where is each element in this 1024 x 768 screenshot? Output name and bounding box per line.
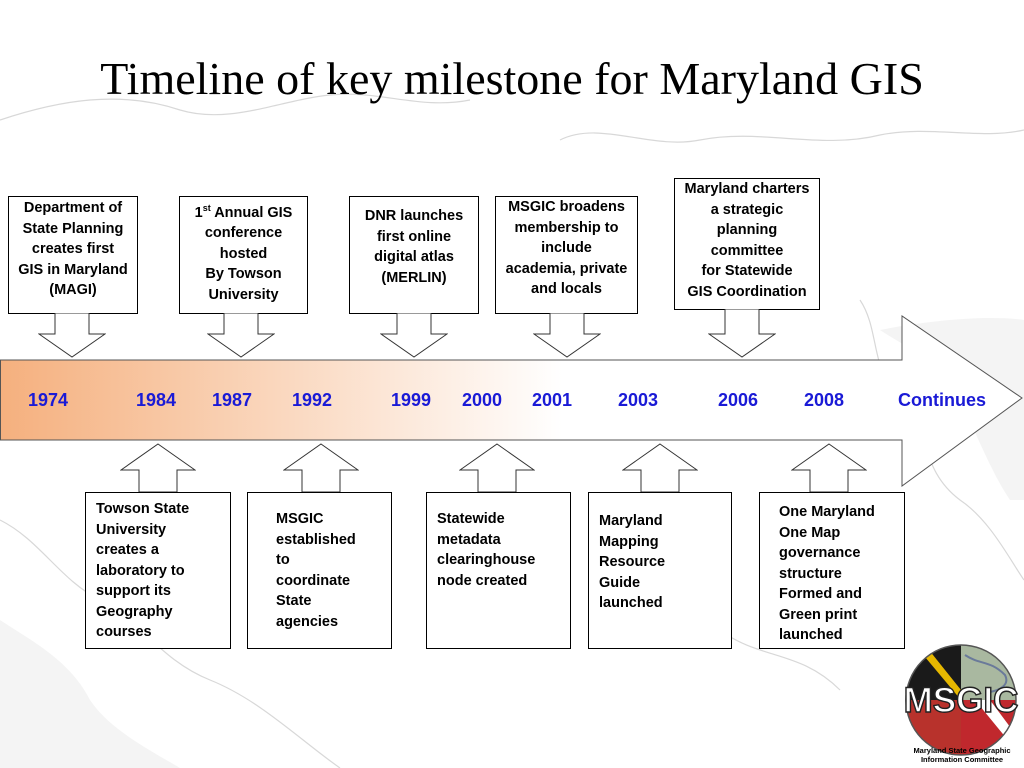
- event-text: Towson State University creates a laboratory to support its Geography courses: [96, 501, 190, 640]
- year-2006: 2006: [718, 390, 759, 410]
- up-arrow-icon: [283, 443, 359, 493]
- event-box-1987: [179, 196, 308, 314]
- down-arrow-icon: [708, 309, 776, 358]
- up-arrow-icon: [120, 443, 196, 493]
- event-text: 1st Annual GIS conference hosted By Towson University: [194, 203, 293, 303]
- year-2003: 2003: [618, 390, 659, 410]
- event-box-2000: [426, 492, 571, 649]
- logo-caption: Maryland State Geographic Information Committee: [913, 746, 1011, 764]
- year-1999: 1999: [391, 390, 432, 410]
- year-1974: 1974: [28, 390, 69, 410]
- year-continues: Continues: [898, 390, 986, 410]
- event-text: Maryland Mapping Resource Guide launched: [599, 513, 666, 611]
- page-title: Timeline of key milestone for Maryland GIS: [100, 53, 924, 104]
- up-arrow-icon: [622, 443, 698, 493]
- event-box-1984: [85, 492, 231, 649]
- down-arrow-icon: [207, 313, 275, 358]
- event-box-1974: [8, 196, 138, 314]
- year-1984: 1984: [136, 390, 177, 410]
- event-text: Department of State Planning creates first GIS in Maryland (MAGI): [18, 200, 128, 298]
- event-text: DNR launches first online digital atlas (MERLIN): [364, 208, 464, 286]
- logo-wordmark: MSGIC: [903, 681, 1019, 720]
- year-2001: 2001: [532, 390, 573, 410]
- event-text: MSGIC broadens membership to include academia, private and locals: [505, 199, 628, 297]
- event-box-2001: [495, 196, 638, 314]
- event-box-2006: [674, 178, 820, 310]
- event-text: Maryland charters a strategic planning committee for Statewide GIS Coordination: [684, 181, 810, 300]
- year-2000: 2000: [462, 390, 503, 410]
- up-arrow-icon: [459, 443, 535, 493]
- down-arrow-icon: [38, 313, 106, 358]
- event-box-1999: [349, 196, 479, 314]
- year-1992: 1992: [292, 390, 333, 410]
- event-box-2003: [588, 492, 732, 649]
- year-2008: 2008: [804, 390, 845, 410]
- event-box-2008: [759, 492, 905, 649]
- event-box-1992: [247, 492, 392, 649]
- up-arrow-icon: [791, 443, 867, 493]
- down-arrow-icon: [380, 313, 448, 358]
- event-text: One Maryland One Map governance structure Formed and Green print launched: [779, 504, 875, 643]
- event-text: Statewide metadata clearinghouse node created: [437, 511, 536, 589]
- event-text: MSGIC established to coordinate State agencies: [276, 511, 356, 630]
- down-arrow-icon: [533, 313, 601, 358]
- year-1987: 1987: [212, 390, 253, 410]
